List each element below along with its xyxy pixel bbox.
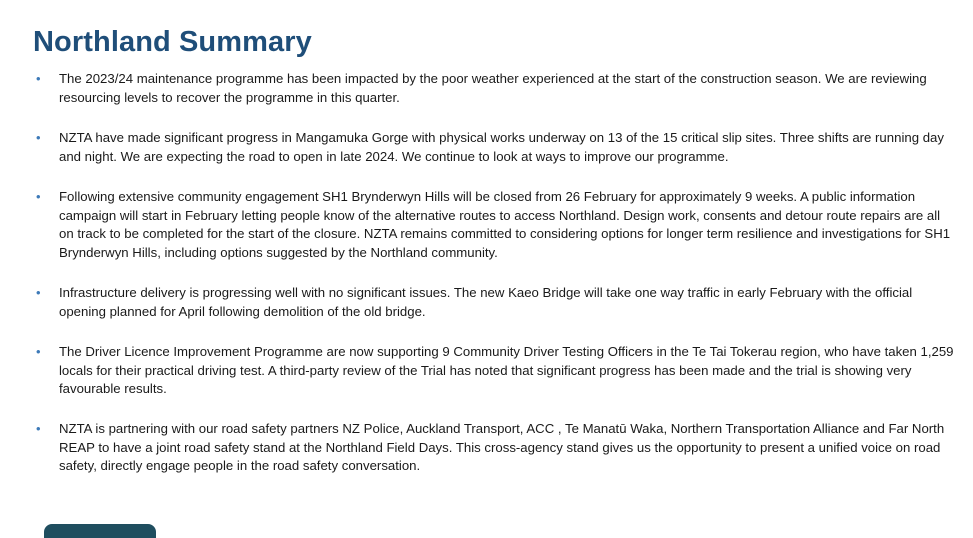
page-title: Northland Summary <box>33 26 312 58</box>
bullet-item <box>36 284 956 321</box>
bullet-item <box>36 343 956 399</box>
bullet-text: NZTA have made significant progress in Mangamuka Gorge with physical works underway on 13 of the 15 critical slip sites. Three shifts are running day and night. We are expecting the road to open in late 2024. We continue to look at ways to improve our programme. <box>59 130 944 164</box>
bullet-marker: • <box>36 285 41 300</box>
footer-tab <box>44 524 156 538</box>
bullet-text: Following extensive community engagement SH1 Brynderwyn Hills will be closed from 26 February for approximately 9 weeks. A public information campaign will start in February letting people know of the alternative routes to access Northland. Design work, consents and detour route repairs are all on track to be completed for the start of the closure. NZTA remains committed to considering options for longer term resilience and investigations for SH1 Brynderwyn Hills, including options suggested by the Northland community. <box>59 189 951 260</box>
bullet-text: Infrastructure delivery is progressing well with no significant issues. The new Kaeo Bridge will take one way traffic in early February with the official opening planned for April following demolition of the old bridge. <box>59 285 913 319</box>
bullet-marker: • <box>36 421 41 436</box>
bullet-text: The Driver Licence Improvement Programme are now supporting 9 Community Driver Testing Officers in the Te Tai Tokerau region, who have taken 1,259 locals for their practical driving test. A third-party review of the Trial has noted that significant progress has been made and the trial is showing very favourable results. <box>59 344 954 396</box>
bullet-item <box>36 420 956 476</box>
bullet-item <box>36 70 956 107</box>
bullet-item <box>36 188 956 262</box>
bullet-marker: • <box>36 71 41 86</box>
bullet-text: The 2023/24 maintenance programme has been impacted by the poor weather experienced at the start of the construction season. We are reviewing resourcing levels to recover the programme in this quarter. <box>59 71 927 105</box>
bullet-item <box>36 129 956 166</box>
bullet-marker: • <box>36 344 41 359</box>
bullet-marker: • <box>36 189 41 204</box>
bullet-text: NZTA is partnering with our road safety partners NZ Police, Auckland Transport, ACC , Te Manatū Waka, Northern Transportation Alliance and Far North REAP to have a joint road safety stand at the Northland Field Days. This cross-agency stand gives us the opportunity to present a unified voice on road safety, directly engage people in the road safety conversation. <box>59 421 945 473</box>
bullet-marker: • <box>36 130 41 145</box>
